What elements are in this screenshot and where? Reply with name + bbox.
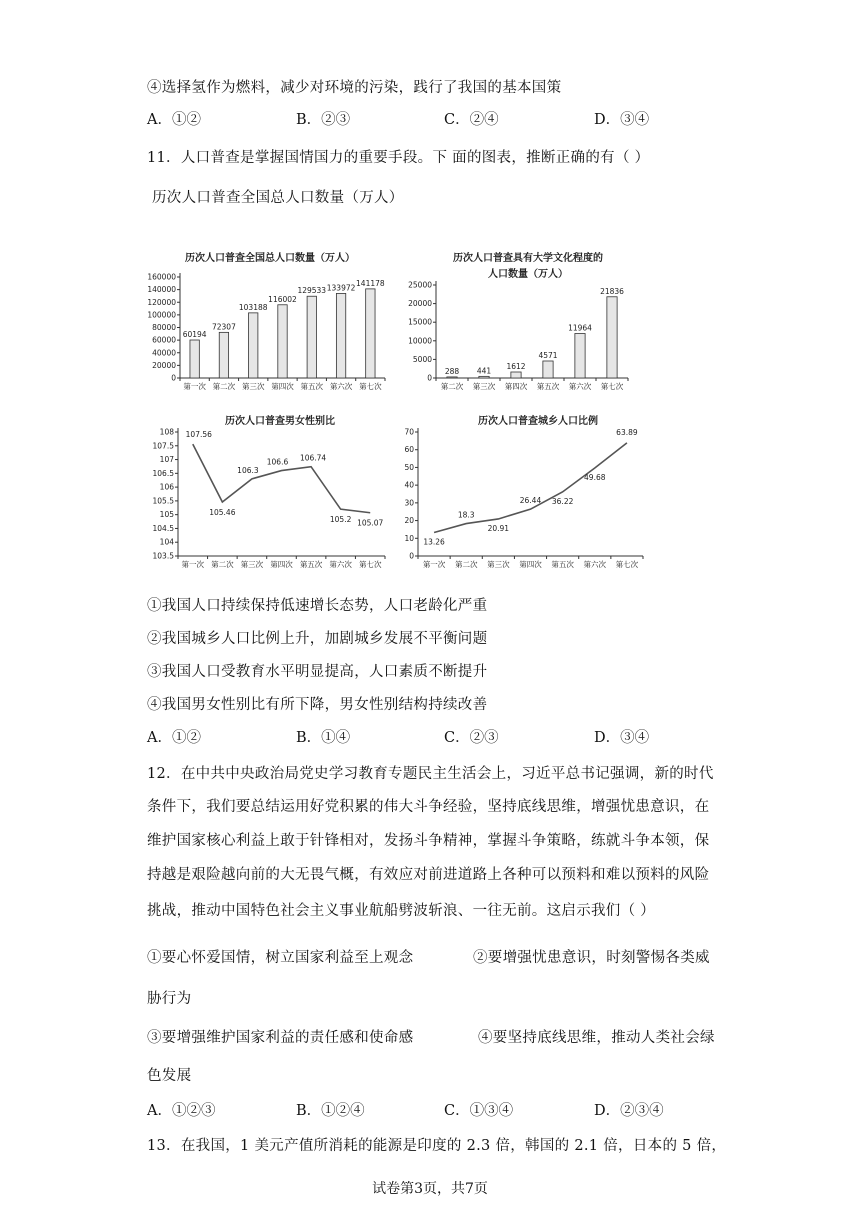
q11-statement-3: ③我国人口受教育水平明显提高，人口素质不断提升 bbox=[147, 664, 488, 680]
x-tick-label: 第五次 bbox=[536, 382, 560, 391]
data-label: 18.3 bbox=[457, 510, 475, 520]
bar bbox=[366, 289, 375, 378]
data-label: 4571 bbox=[538, 350, 558, 360]
q10-statement-4: ④选择氢作为燃料，减少对环境的污染，践行了我国的基本国策 bbox=[147, 80, 562, 96]
data-label: 106.74 bbox=[299, 453, 327, 463]
chart-sex-ratio bbox=[140, 408, 390, 573]
bar bbox=[575, 333, 585, 378]
y-tick-label: 40000 bbox=[152, 348, 176, 358]
q13-line-1: 13．在我国，1 美元产值所消耗的能源是印度的 2.3 倍，韩国的 2.1 倍，日本的 5 倍， bbox=[147, 1138, 727, 1154]
q12-option-d: D．②③④ bbox=[594, 1103, 664, 1119]
x-tick-label: 第五次 bbox=[299, 560, 323, 569]
q11-statement-2: ②我国城乡人口比例上升，加剧城乡发展不平衡问题 bbox=[147, 631, 488, 647]
y-tick-label: 20000 bbox=[152, 360, 176, 370]
y-tick-label: 70 bbox=[404, 427, 414, 437]
y-tick-label: 106 bbox=[159, 482, 174, 492]
y-tick-label: 140000 bbox=[147, 285, 176, 295]
y-tick-label: 30 bbox=[404, 498, 414, 508]
y-tick-label: 50 bbox=[404, 462, 414, 472]
q12-option-b: B．①②④ bbox=[296, 1103, 365, 1119]
data-label: 133972 bbox=[326, 283, 356, 293]
data-label: 106.3 bbox=[237, 465, 259, 475]
data-label: 36.22 bbox=[551, 496, 574, 506]
x-tick-label: 第一次 bbox=[422, 560, 446, 569]
q12-option-c: C．①③④ bbox=[444, 1103, 514, 1119]
x-tick-label: 第四次 bbox=[270, 560, 293, 569]
y-tick-label: 0 bbox=[171, 373, 176, 383]
q10-option-b: B．②③ bbox=[296, 112, 351, 128]
bar bbox=[479, 376, 489, 378]
y-tick-label: 104 bbox=[159, 537, 174, 547]
y-tick-label: 60000 bbox=[152, 335, 176, 345]
y-tick-label: 80000 bbox=[152, 323, 176, 332]
q12-statement-2: ②要增强忧患意识，时刻警惕各类威 bbox=[473, 950, 710, 966]
q11-option-b: B．①④ bbox=[296, 730, 351, 746]
x-tick-label: 第六次 bbox=[568, 382, 592, 391]
bar bbox=[249, 313, 258, 378]
y-tick-label: 104.5 bbox=[152, 523, 174, 533]
q12-statement-3: ③要增强维护国家利益的责任感和使命感 bbox=[147, 1030, 414, 1046]
x-tick-label: 第七次 bbox=[359, 382, 382, 391]
chart-university-population bbox=[398, 245, 638, 395]
x-tick-label: 第四次 bbox=[271, 382, 294, 391]
bar bbox=[278, 305, 287, 378]
q11-option-a: A．①② bbox=[147, 730, 201, 746]
chart-title: 历次人口普查全国总人口数量（万人） bbox=[185, 253, 355, 264]
bar bbox=[607, 297, 617, 378]
q12-line-3: 维护国家核心利益上敢于针锋相对，发扬斗争精神，掌握斗争策略，练就斗争本领，保 bbox=[147, 833, 710, 849]
chart-title: 历次人口普查男女性别比 bbox=[225, 416, 335, 427]
q12-statement-4: ④要坚持底线思维，推动人类社会绿 bbox=[478, 1030, 715, 1046]
y-tick-label: 10 bbox=[404, 533, 414, 543]
q12-statement-4-cont: 色发展 bbox=[147, 1068, 192, 1084]
y-tick-label: 105.5 bbox=[152, 496, 174, 506]
x-tick-label: 第六次 bbox=[329, 382, 353, 391]
x-tick-label: 第一次 bbox=[181, 560, 205, 569]
y-tick-label: 25000 bbox=[408, 280, 432, 290]
data-label: 103188 bbox=[238, 302, 268, 312]
data-label: 129533 bbox=[297, 286, 327, 296]
x-tick-label: 第三次 bbox=[472, 382, 496, 391]
q10-option-a: A．①② bbox=[147, 112, 201, 128]
x-tick-label: 第四次 bbox=[504, 382, 528, 391]
y-tick-label: 40 bbox=[404, 480, 414, 490]
q12-option-a: A．①②③ bbox=[147, 1103, 216, 1119]
q10-option-c: C．②④ bbox=[444, 112, 499, 128]
bar bbox=[219, 332, 228, 378]
data-label: 13.26 bbox=[423, 537, 445, 547]
y-tick-label: 60 bbox=[404, 445, 414, 455]
x-tick-label: 第六次 bbox=[583, 560, 607, 569]
x-tick-label: 第五次 bbox=[300, 382, 324, 391]
y-tick-label: 108 bbox=[159, 427, 174, 437]
data-label: 21836 bbox=[600, 286, 624, 296]
data-label: 288 bbox=[444, 366, 460, 376]
data-label: 1612 bbox=[506, 362, 526, 372]
q11-caption: 历次人口普查全国总人口数量（万人） bbox=[152, 190, 404, 206]
bar bbox=[336, 293, 345, 378]
x-tick-label: 第四次 bbox=[519, 560, 542, 569]
chart-title: 历次人口普查具有大学文化程度的 bbox=[453, 253, 603, 264]
x-tick-label: 第三次 bbox=[487, 560, 510, 569]
data-label: 141178 bbox=[356, 278, 385, 288]
y-tick-label: 160000 bbox=[147, 272, 176, 282]
bar bbox=[543, 361, 553, 378]
q12-line-5: 挑战，推动中国特色社会主义事业航船劈波斩浪、一往无前。这启示我们（ ） bbox=[147, 903, 656, 919]
x-tick-label: 第二次 bbox=[212, 382, 236, 391]
y-tick-label: 105 bbox=[159, 510, 174, 520]
q11-option-d: D．③④ bbox=[594, 730, 650, 746]
q11-stem: 11．人口普查是掌握国情国力的重要手段。下 面的图表，推断正确的有（ ） bbox=[147, 150, 650, 166]
data-label: 63.89 bbox=[616, 427, 638, 437]
q12-statement-2-cont: 胁行为 bbox=[147, 991, 192, 1007]
data-label: 105.07 bbox=[357, 518, 384, 528]
y-tick-label: 20000 bbox=[408, 299, 432, 309]
data-label: 105.46 bbox=[209, 507, 236, 517]
chart-title: 历次人口普查城乡人口比例 bbox=[478, 416, 598, 427]
q12-line-1: 12．在中共中央政治局党史学习教育专题民主生活会上，习近平总书记强调，新的时代 bbox=[147, 766, 714, 782]
x-tick-label: 第七次 bbox=[615, 560, 639, 569]
data-label: 106.6 bbox=[266, 457, 289, 467]
data-label: 49.68 bbox=[584, 472, 606, 482]
x-tick-label: 第二次 bbox=[211, 560, 234, 569]
q12-line-2: 条件下，我们要总结运用好党积累的伟大斗争经验，坚持底线思维，增强忧患意识，在 bbox=[147, 799, 710, 815]
chart-total-population bbox=[140, 245, 390, 395]
y-tick-label: 20 bbox=[404, 516, 414, 526]
data-label: 60194 bbox=[182, 330, 207, 340]
bar bbox=[447, 377, 457, 378]
y-tick-label: 100000 bbox=[147, 310, 176, 320]
y-tick-label: 10000 bbox=[408, 336, 432, 346]
data-label: 105.2 bbox=[329, 515, 352, 525]
x-tick-label: 第三次 bbox=[240, 560, 264, 569]
data-label: 107.56 bbox=[185, 430, 212, 440]
y-tick-label: 107.5 bbox=[152, 441, 174, 451]
y-tick-label: 120000 bbox=[147, 297, 176, 307]
data-label: 26.44 bbox=[519, 496, 542, 506]
data-label: 116002 bbox=[268, 294, 297, 304]
data-label: 441 bbox=[476, 366, 492, 376]
data-label: 72307 bbox=[211, 322, 236, 332]
y-tick-label: 0 bbox=[409, 551, 414, 561]
series-line bbox=[193, 444, 370, 513]
data-label: 20.91 bbox=[487, 523, 510, 533]
x-tick-label: 第一次 bbox=[183, 382, 206, 391]
x-tick-label: 第六次 bbox=[329, 560, 352, 569]
y-tick-label: 103.5 bbox=[152, 551, 174, 561]
bar bbox=[190, 340, 199, 378]
chart-urban-rural-ratio bbox=[398, 408, 648, 573]
y-tick-label: 107 bbox=[159, 455, 174, 465]
y-tick-label: 5000 bbox=[412, 354, 432, 364]
q11-statement-1: ①我国人口持续保持低速增长态势，人口老龄化严重 bbox=[147, 598, 488, 614]
q11-option-c: C．②③ bbox=[444, 730, 499, 746]
data-label: 11964 bbox=[568, 323, 592, 333]
bar bbox=[511, 372, 521, 378]
x-tick-label: 第二次 bbox=[440, 382, 464, 391]
page-footer: 试卷第3页，共7页 bbox=[372, 1181, 488, 1197]
x-tick-label: 第二次 bbox=[454, 560, 478, 569]
y-tick-label: 106.5 bbox=[152, 468, 174, 478]
x-tick-label: 第七次 bbox=[358, 560, 382, 569]
q12-statement-1: ①要心怀爱国情，树立国家利益至上观念 bbox=[147, 950, 414, 966]
chart-title-line-2: 人口数量（万人） bbox=[488, 269, 568, 280]
bar bbox=[307, 296, 316, 378]
x-tick-label: 第七次 bbox=[600, 382, 624, 391]
y-tick-label: 15000 bbox=[408, 317, 432, 327]
y-tick-label: 0 bbox=[427, 373, 432, 383]
q11-statement-4: ④我国男女性别比有所下降，男女性别结构持续改善 bbox=[147, 697, 488, 713]
x-tick-label: 第五次 bbox=[551, 560, 574, 569]
q12-line-4: 持越是艰险越向前的大无畏气概，有效应对前进道路上各种可以预料和难以预料的风险 bbox=[147, 867, 710, 883]
q10-option-d: D．③④ bbox=[594, 112, 650, 128]
x-tick-label: 第三次 bbox=[241, 382, 265, 391]
